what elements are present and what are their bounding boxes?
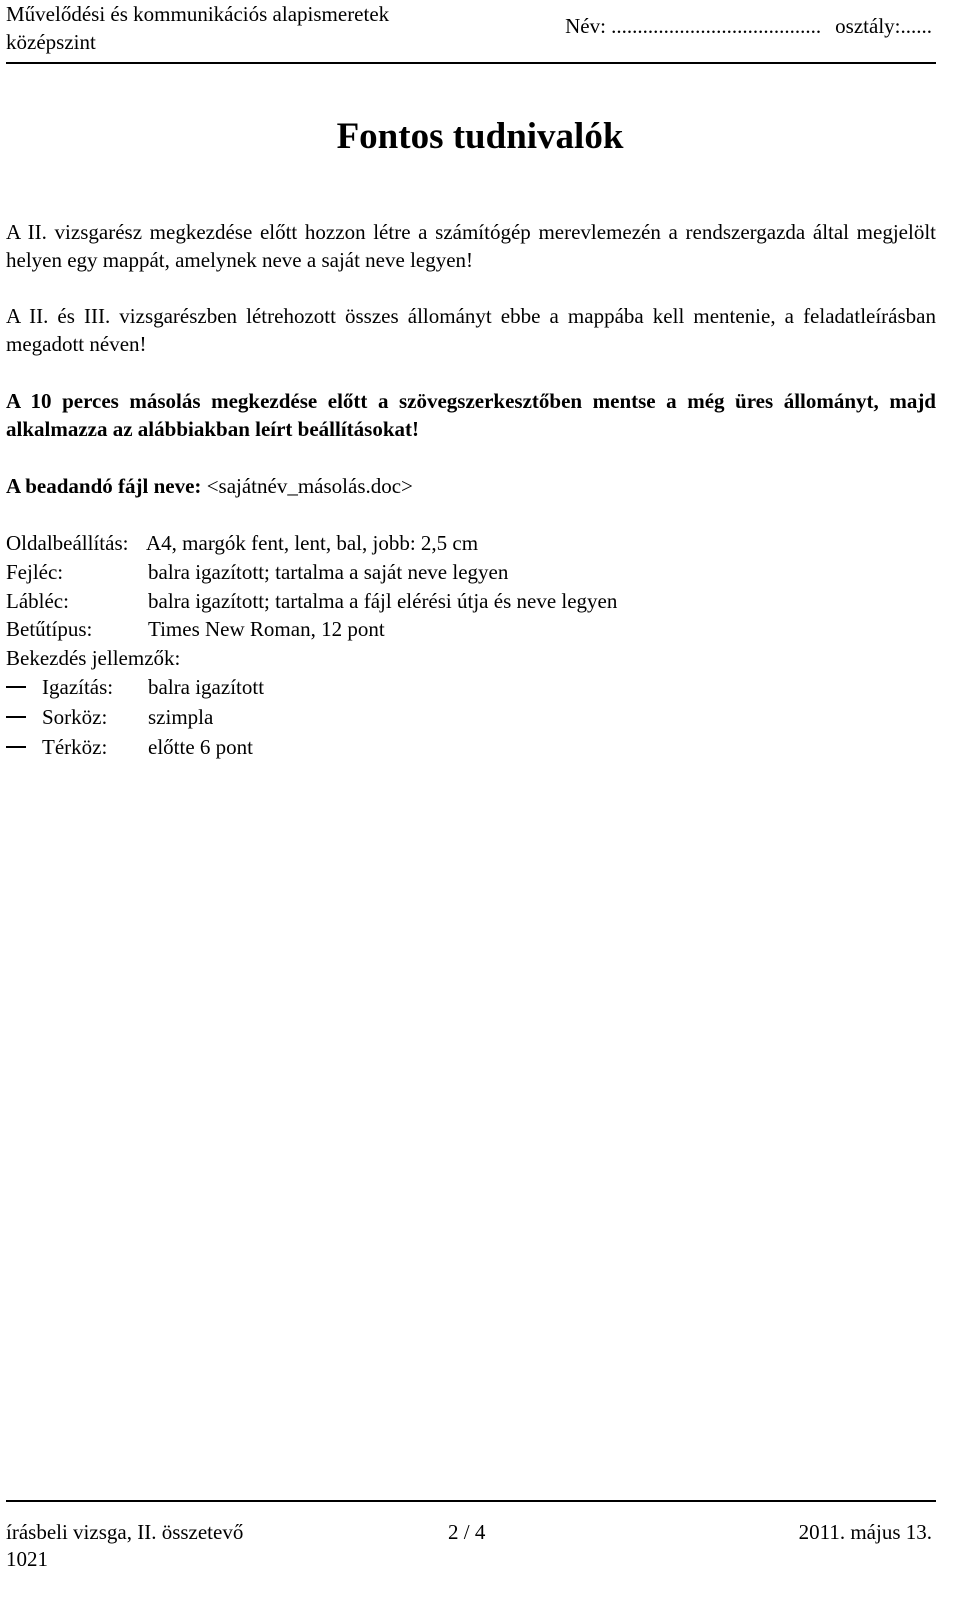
header-divider — [6, 62, 936, 64]
setting-value: A4, margók fent, lent, bal, jobb: 2,5 cm — [146, 531, 479, 555]
paragraph-setting-value: balra igazított — [148, 675, 265, 699]
setting-row — [6, 615, 385, 643]
instruction-paragraph-3: A 10 perces másolás megkezdése előtt a szövegszerkesztőben mentse a még üres állományt, majd alkalmazza az alábbiakban leírt beállításokat! — [6, 389, 936, 441]
paragraph-setting-key: Igazítás: — [42, 675, 114, 699]
instruction-paragraph-1: A II. vizsgarész megkezdése előtt hozzon létre a számítógép merevlemezén a rendszergazda által megjelölt helyen egy mappát, amelynek neve a saját neve legyen! — [6, 220, 936, 272]
file-name-line — [6, 472, 936, 500]
footer-exam-label: írásbeli vizsga, II. összetevő — [6, 1520, 244, 1544]
setting-value: Times New Roman, 12 pont — [148, 617, 385, 641]
setting-row — [6, 558, 509, 586]
footer-exam-code: 1021 — [6, 1547, 48, 1571]
instruction-paragraph-2: A II. és III. vizsgarészben létrehozott összes állományt ebbe a mappába kell mentenie, a feladatleírásban megadott néven! — [6, 304, 936, 356]
file-name-value: <sajátnév_másolás.doc> — [206, 474, 413, 498]
file-name-label: A beadandó fájl neve: — [6, 474, 202, 498]
dash-bullet-icon — [6, 746, 26, 748]
setting-row-paragraph — [6, 644, 180, 672]
page-title: Fontos tudnivalók — [336, 116, 624, 157]
footer-divider — [6, 1500, 936, 1502]
setting-key: Betűtípus: — [6, 617, 93, 641]
header-subject-line2: középszint — [6, 30, 96, 54]
footer-date: 2011. május 13. — [798, 1520, 932, 1544]
paragraph-setting-value: szimpla — [148, 705, 214, 729]
setting-key: Bekezdés jellemzők: — [6, 646, 181, 670]
header-subject — [6, 0, 389, 56]
name-field: Név: ........................................ — [565, 14, 822, 38]
setting-row — [6, 587, 618, 615]
paragraph-setting-key: Térköz: — [42, 735, 108, 759]
setting-value: balra igazított; tartalma a fájl elérési útja és neve legyen — [148, 589, 618, 613]
header-subject-line1: Művelődési és kommunikációs alapismeretek — [6, 2, 390, 26]
setting-key: Fejléc: — [6, 560, 64, 584]
setting-key: Oldalbeállítás: — [6, 531, 129, 555]
paragraph-setting-value: előtte 6 pont — [148, 735, 253, 759]
class-field: osztály:...... — [835, 14, 932, 38]
footer-page-number: 2 / 4 — [448, 1520, 486, 1544]
paragraph-setting-key: Sorköz: — [42, 705, 108, 729]
header-student-fields — [565, 12, 932, 40]
dash-bullet-icon — [6, 686, 26, 688]
setting-value: balra igazított; tartalma a saját neve legyen — [148, 560, 509, 584]
setting-key: Lábléc: — [6, 589, 69, 613]
setting-row — [6, 529, 479, 557]
dash-bullet-icon — [6, 716, 26, 718]
